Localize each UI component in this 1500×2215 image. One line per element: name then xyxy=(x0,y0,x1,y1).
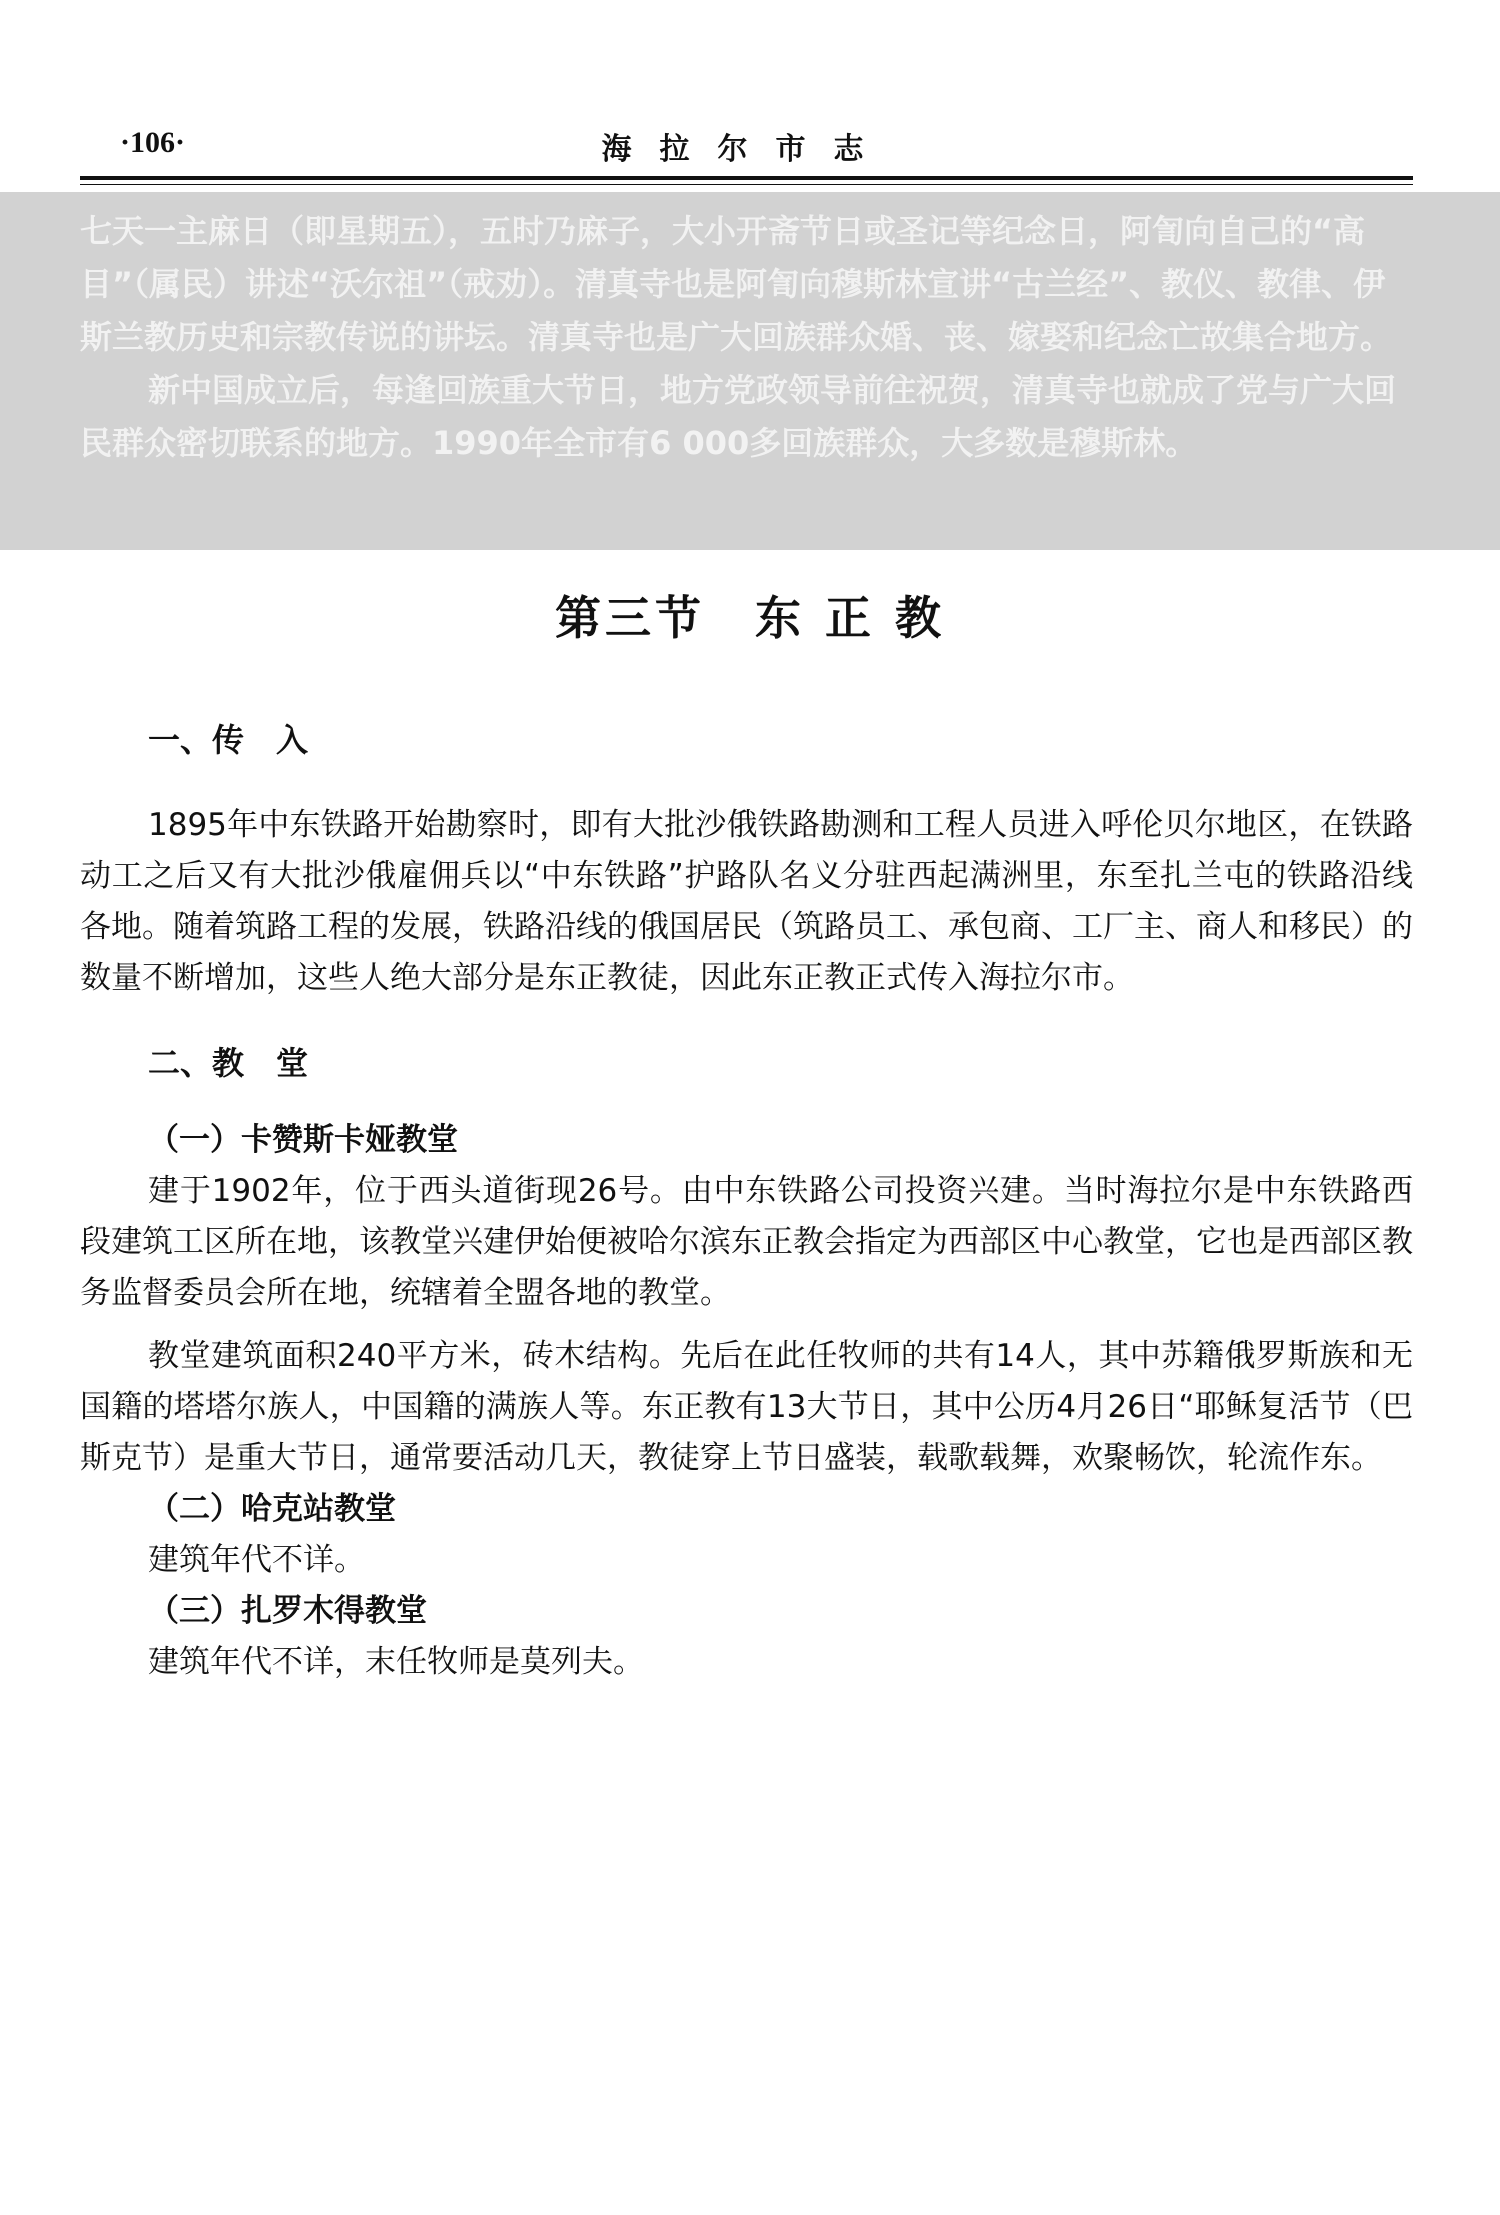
overlay-paragraph-1: 七天一主麻日（即星期五），五时乃麻子，大小开斋节日或圣记等纪念日，阿訇向自己的“高目”（属民）讲述“沃尔祖”（戒劝）。清真寺也是阿訇向穆斯林宣讲“古兰经”、教仪、教律、伊斯兰教历史和宗教传说的讲坛。清真寺也是广大回族群众婚、丧、嫁娶和纪念亡故集合地方。 xyxy=(80,212,1393,356)
church1-paragraph-1: 建于1902年，位于西头道街现26号。由中东铁路公司投资兴建。当时海拉尔是中东铁路西段建筑工区所在地，该教堂兴建伊始便被哈尔滨东正教会指定为西部区中心教堂，它也是西部区教务监督委员会所在地，统辖着全盟各地的教堂。 xyxy=(80,1173,1413,1311)
spacer xyxy=(80,1089,1413,1115)
header-rule-thin xyxy=(80,184,1413,185)
church2-heading: （二）哈克站教堂 xyxy=(148,1491,396,1527)
page-header xyxy=(80,118,1413,178)
page-number: ·106· xyxy=(120,126,186,159)
church3-paragraph: 建筑年代不详，末任牧师是莫列夫。 xyxy=(148,1644,644,1680)
running-title: 海拉尔市志 xyxy=(601,132,892,167)
part1-heading: 一、传 入 xyxy=(148,721,309,759)
part2-heading: 二、教 堂 xyxy=(148,1044,309,1082)
spacer xyxy=(80,1319,1413,1331)
main-body xyxy=(80,715,1413,1688)
church3-heading: （三）扎罗木得教堂 xyxy=(148,1593,427,1629)
church2-paragraph: 建筑年代不详。 xyxy=(148,1542,365,1578)
church1-paragraph-2: 教堂建筑面积240平方米，砖木结构。先后在此任牧师的共有14人，其中苏籍俄罗斯族和无国籍的塔塔尔族人，中国籍的满族人等。东正教有13大节日，其中公历4月26日“耶稣复活节（巴斯克节）是重大节日，通常要活动几天，教徒穿上节日盛装，载歌载舞，欢聚畅饮，轮流作东。 xyxy=(80,1338,1413,1476)
overlay-text-block xyxy=(80,205,1413,470)
part1-paragraph: 1895年中东铁路开始勘察时，即有大批沙俄铁路勘测和工程人员进入呼伦贝尔地区，在铁路动工之后又有大批沙俄雇佣兵以“中东铁路”护路队名义分驻西起满洲里，东至扎兰屯的铁路沿线各地。随着筑路工程的发展，铁路沿线的俄国居民（筑路员工、承包商、工厂主、商人和移民）的数量不断增加，这些人绝大部分是东正教徒，因此东正教正式传入海拉尔市。 xyxy=(80,807,1413,996)
section-title: 第三节 东 正 教 xyxy=(554,591,946,645)
spacer xyxy=(80,1004,1413,1038)
church1-heading: （一）卡赞斯卡娅教堂 xyxy=(148,1122,458,1158)
spacer xyxy=(80,766,1413,800)
overlay-paragraph-2: 新中国成立后，每逢回族重大节日，地方党政领导前往祝贺，清真寺也就成了党与广大回民群众密切联系的地方。1990年全市有6 000多回族群众，大多数是穆斯林。 xyxy=(80,371,1397,462)
header-rule xyxy=(80,176,1413,180)
